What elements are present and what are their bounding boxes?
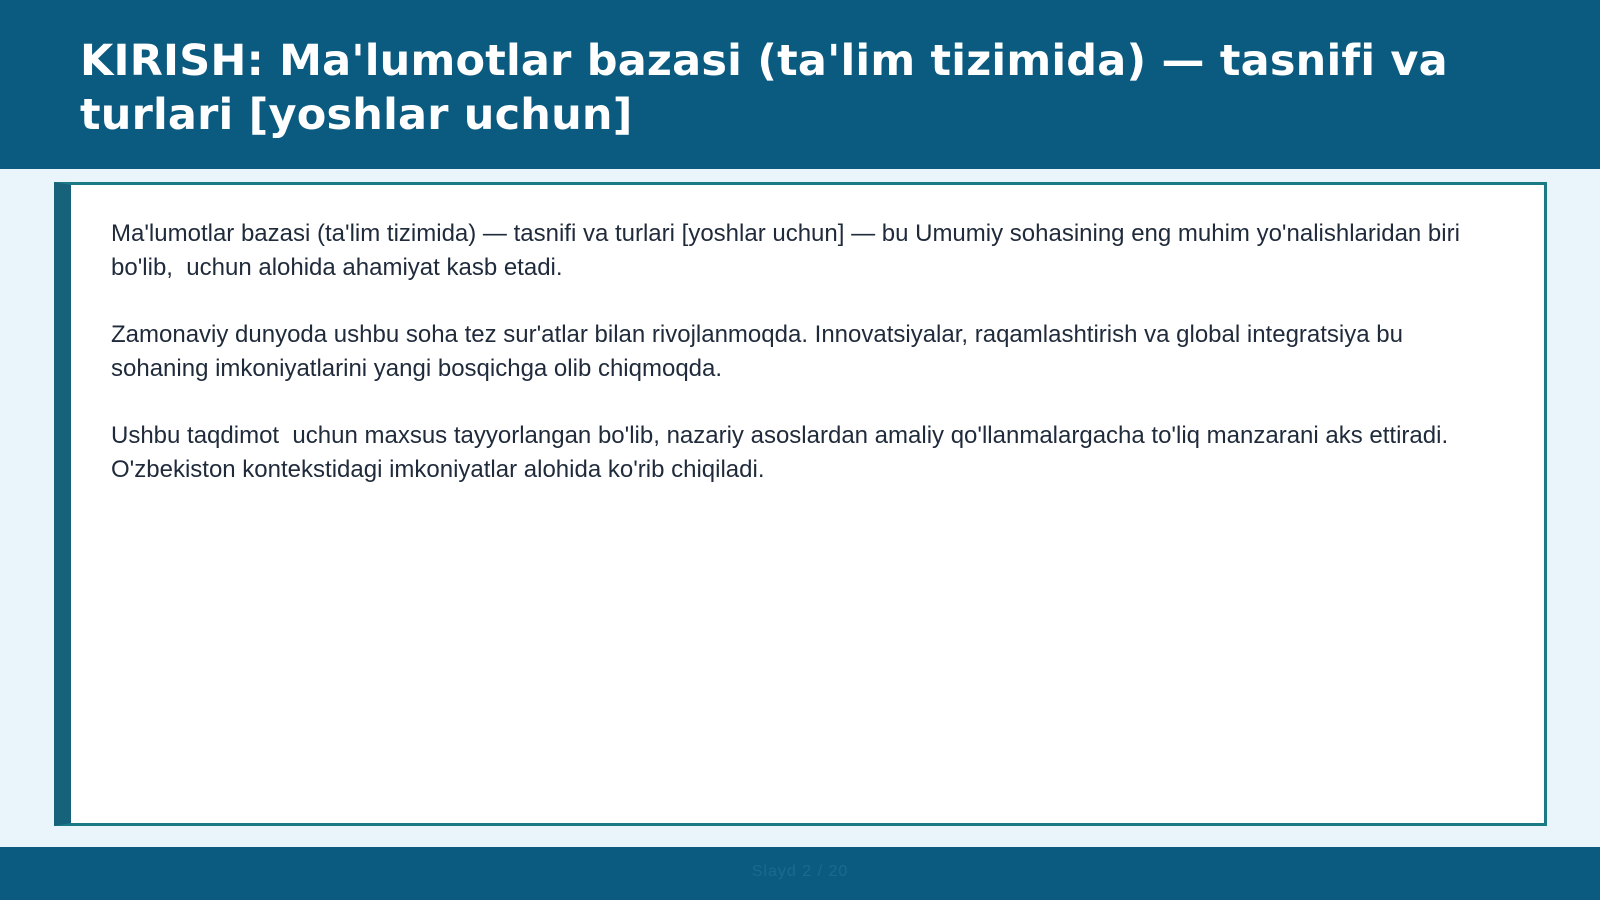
slide-footer [0,847,1600,900]
paragraph-presentation: Ushbu taqdimot uchun maxsus tayyorlangan bo'lib, nazariy asoslardan amaliy qo'llanmalargacha to'liq manzarani aks ettiradi. O'zbekiston kontekstidagi imkoniyatlar alohida ko'rib chiqiladi. [111,422,1455,483]
slide-header [0,0,1600,169]
slide-title: KIRISH: Ma'lumotlar bazasi (ta'lim tizimida) — tasnifi va turlari [yoshlar uchun] [80,36,1448,140]
paragraph-intro: Ma'lumotlar bazasi (ta'lim tizimida) — tasnifi va turlari [yoshlar uchun] — bu Umumiy sohasining eng muhim yo'nalishlaridan biri bo'lib, uchun alohida ahamiyat kasb etadi. [111,220,1467,281]
content-body [111,217,1504,520]
content-card [54,182,1547,826]
paragraph-modern-world: Zamonaviy dunyoda ushbu soha tez sur'atlar bilan rivojlanmoqda. Innovatsiyalar, raqamlashtirish va global integratsiya bu sohaning imkoniyatlarini yangi bosqichga olib chiqmoqda. [111,321,1410,382]
slide-number: Slayd 2 / 20 [751,863,849,880]
